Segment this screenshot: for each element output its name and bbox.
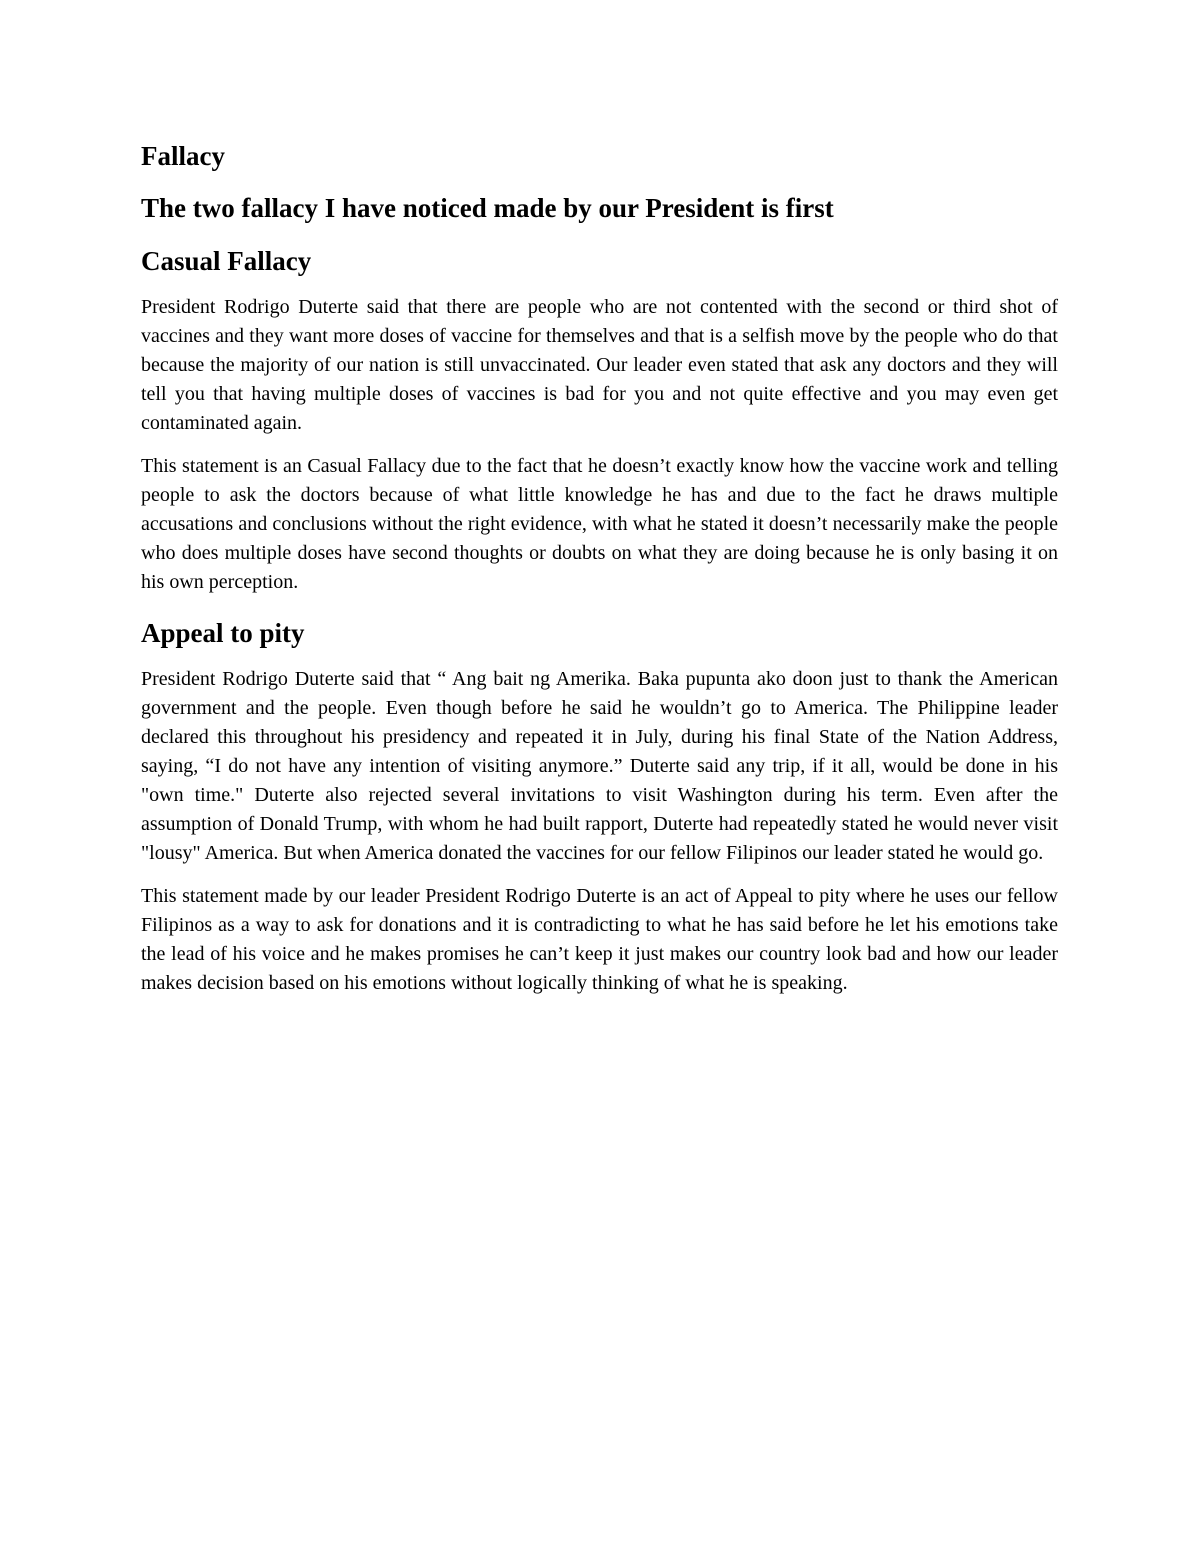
document-page: [141, 138, 1058, 1012]
section-heading-casual-fallacy: Casual Fallacy: [141, 246, 312, 276]
section-heading-appeal-to-pity: Appeal to pity: [141, 618, 305, 648]
paragraph: This statement is an Casual Fallacy due to the fact that he doesn’t exactly know how the vaccine work and telling people to ask the doctors because of what little knowledge he has and due to the fact he draws multiple accusations and conclusions without the right evidence, with what he stated it doesn’t necessarily make the people who does multiple doses have second thoughts or doubts on what they are doing because he is only basing it on his own perception.: [141, 455, 1058, 593]
paragraph: This statement made by our leader President Rodrigo Duterte is an act of Appeal to pity where he uses our fellow Filipinos as a way to ask for donations and it is contradicting to what he has said before he let his emotions take the lead of his voice and he makes promises he can’t keep it just makes our country look bad and how our leader makes decision based on his emotions without logically thinking of what he is speaking.: [141, 885, 1058, 994]
document-title: Fallacy: [141, 141, 225, 171]
paragraph: President Rodrigo Duterte said that there are people who are not contented with the second or third shot of vaccines and they want more doses of vaccine for themselves and that is a selfish move by the people who do that because the majority of our nation is still unvaccinated. Our leader even stated that ask any doctors and they will tell you that having multiple doses of vaccines is bad for you and not quite effective and you may even get contaminated again.: [141, 296, 1058, 434]
document-subtitle: The two fallacy I have noticed made by our President is first: [141, 193, 834, 223]
paragraph: President Rodrigo Duterte said that “ Ang bait ng Amerika. Baka pupunta ako doon just to thank the American government and the people. Even though before he said he wouldn’t go to America. The Philippine leader declared this throughout his presidency and repeated it in July, during his final State of the Nation Address, saying, “I do not have any intention of visiting anymore.” Duterte said any trip, if it all, would be done in his "own time." Duterte also rejected several invitations to visit Washington during his term. Even after the assumption of Donald Trump, with whom he had built rapport, Duterte had repeatedly stated he would never visit "lousy" America. But when America donated the vaccines for our fellow Filipinos our leader stated he would go.: [141, 668, 1058, 864]
